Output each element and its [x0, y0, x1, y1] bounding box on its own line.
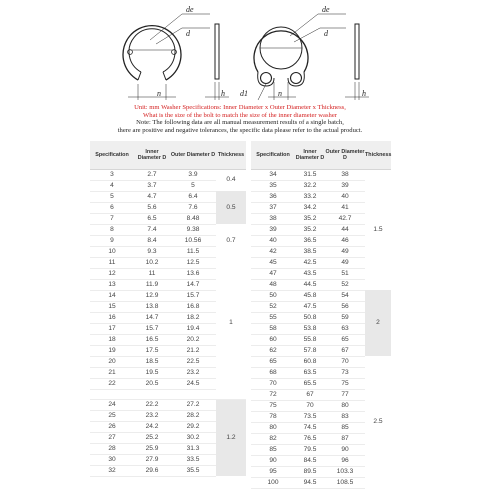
outer-diameter-cell: 15.7: [170, 290, 216, 301]
outer-diameter-cell: 41: [325, 202, 365, 213]
inner-diameter-cell: 33.2: [295, 191, 325, 202]
outer-diameter-cell: 63: [325, 323, 365, 334]
inner-diameter-cell: 34.2: [295, 202, 325, 213]
spec-cell: 10: [90, 246, 134, 257]
inner-diameter-cell: 53.8: [295, 323, 325, 334]
inner-diameter-cell: 7.4: [134, 224, 170, 235]
inner-diameter-cell: 29.6: [134, 465, 170, 476]
spec-cell: 24: [90, 399, 134, 410]
inner-diameter-cell: 32.2: [295, 180, 325, 191]
spec-cell: 39: [251, 224, 295, 235]
outer-diameter-cell: 7.6: [170, 202, 216, 213]
inner-diameter-cell: 73.5: [295, 411, 325, 422]
thickness-cell: 1.2: [216, 399, 246, 476]
spec-cell: 11: [90, 257, 134, 268]
table-row: [90, 169, 246, 180]
header-thickness: Thickness: [365, 141, 391, 169]
outer-diameter-cell: 96: [325, 455, 365, 466]
inner-diameter-cell: 19.5: [134, 367, 170, 378]
spec-cell: [90, 389, 134, 399]
outer-diameter-cell: 19.4: [170, 323, 216, 334]
spec-cell: 78: [251, 411, 295, 422]
outer-diameter-cell: 18.2: [170, 312, 216, 323]
header-specification: Specification: [90, 141, 134, 169]
spec-cell: 15: [90, 301, 134, 312]
thickness-cell: 2.5: [373, 418, 383, 425]
outer-diameter-cell: 13.6: [170, 268, 216, 279]
spec-cell: 13: [90, 279, 134, 290]
outer-diameter-cell: 80: [325, 400, 365, 411]
spec-cell: 26: [90, 421, 134, 432]
spec-cell: 30: [90, 454, 134, 465]
spec-table-left: [90, 141, 246, 477]
outer-diameter-cell: 40: [325, 191, 365, 202]
inner-diameter-cell: 27.9: [134, 454, 170, 465]
header-specification: Specification: [251, 141, 295, 169]
spec-cell: 82: [251, 433, 295, 444]
spec-cell: 47: [251, 268, 295, 279]
spec-cell: 14: [90, 290, 134, 301]
label-n-left: n: [157, 89, 161, 98]
thickness-cell: 1.5: [373, 225, 383, 233]
spec-cell: 37: [251, 202, 295, 213]
thickness-cell: [216, 389, 246, 399]
spec-cell: 22: [90, 378, 134, 389]
outer-diameter-cell: 65: [325, 334, 365, 345]
table-row: [251, 356, 391, 367]
table-row: [90, 389, 246, 399]
table-row: [90, 399, 246, 410]
outer-diameter-cell: 103.3: [325, 466, 365, 477]
inner-diameter-cell: 9.3: [134, 246, 170, 257]
inner-diameter-cell: 76.5: [295, 433, 325, 444]
label-d-left: d: [186, 29, 190, 38]
lug-hole-right: [291, 73, 302, 84]
inner-diameter-cell: 5.6: [134, 202, 170, 213]
spec-cell: 28: [90, 443, 134, 454]
spec-cell: 75: [251, 400, 295, 411]
outer-diameter-cell: 83: [325, 411, 365, 422]
outer-diameter-cell: 9.38: [170, 224, 216, 235]
outer-diameter-cell: 90: [325, 444, 365, 455]
spec-cell: 52: [251, 301, 295, 312]
spec-cell: 17: [90, 323, 134, 334]
inner-diameter-cell: 36.5: [295, 235, 325, 246]
inner-diameter-cell: 60.8: [295, 356, 325, 367]
outer-diameter-cell: 39: [325, 180, 365, 191]
spec-cell: 25: [90, 410, 134, 421]
measurement-note: Note: The following data are all manual measurement results of a single batch,: [136, 119, 344, 127]
outer-diameter-cell: 11.5: [170, 246, 216, 257]
spec-cell: 72: [251, 389, 295, 400]
inner-diameter-cell: 20.5: [134, 378, 170, 389]
inner-diameter-cell: 42.5: [295, 257, 325, 268]
inner-diameter-cell: 22.2: [134, 399, 170, 410]
inner-diameter-cell: 63.5: [295, 367, 325, 378]
spec-cell: 16: [90, 312, 134, 323]
outer-diameter-cell: 42.7: [325, 213, 365, 224]
outer-diameter-cell: 20.2: [170, 334, 216, 345]
outer-diameter-cell: 67: [325, 345, 365, 356]
header-inner-diameter: Inner Diameter D: [295, 141, 325, 169]
table-row: [90, 191, 246, 202]
bolt-match-note: What is the size of the bolt to match the size of the inner diameter washer: [143, 111, 337, 119]
outer-diameter-cell: 59: [325, 312, 365, 323]
outer-diameter-cell: 31.3: [170, 443, 216, 454]
inner-diameter-cell: 8.4: [134, 235, 170, 246]
outer-diameter-cell: 23.2: [170, 367, 216, 378]
spec-cell: 32: [90, 465, 134, 476]
spec-cell: 4: [90, 180, 134, 191]
header-inner-diameter: Inner Diameter D: [134, 141, 170, 169]
outer-diameter-cell: 14.7: [170, 279, 216, 290]
outer-diameter-cell: 56: [325, 301, 365, 312]
washer-diagram: [0, 0, 480, 102]
spec-cell: 5: [90, 191, 134, 202]
spec-cell: 6: [90, 202, 134, 213]
outer-diameter-cell: [170, 389, 216, 399]
spec-table-right: [251, 141, 391, 489]
circlip-inner-left: [129, 29, 175, 72]
spec-cell: 48: [251, 279, 295, 290]
outer-diameter-cell: 46: [325, 235, 365, 246]
spec-cell: 95: [251, 466, 295, 477]
unit-note: Unit: mm Washer Specifications: Inner Diameter x Outer Diameter x Thickness,: [134, 104, 346, 111]
table-header: [251, 141, 391, 169]
inner-diameter-cell: 70: [295, 400, 325, 411]
outer-diameter-cell: 33.5: [170, 454, 216, 465]
spec-cell: 27: [90, 432, 134, 443]
inner-diameter-cell: 10.2: [134, 257, 170, 268]
outer-diameter-cell: 24.5: [170, 378, 216, 389]
table-row: [251, 169, 391, 180]
outer-diameter-cell: 70: [325, 356, 365, 367]
outer-diameter-cell: 5: [170, 180, 216, 191]
thickness-cell: 0.4: [226, 176, 236, 184]
inner-diameter-cell: 74.5: [295, 422, 325, 433]
label-h-left: h: [221, 89, 225, 98]
header-thickness: Thickness: [216, 141, 246, 169]
spec-cell: 21: [90, 367, 134, 378]
spec-cell: 18: [90, 334, 134, 345]
tolerance-note: there are positive and negative tolerances, the specific data please refer to the actual product.: [117, 126, 363, 134]
spec-cell: 36: [251, 191, 295, 202]
inner-diameter-cell: 3.7: [134, 180, 170, 191]
header-outer-diameter: Outer Diameter D: [170, 141, 216, 169]
inner-diameter-cell: 35.2: [295, 224, 325, 235]
spec-cell: 68: [251, 367, 295, 378]
spec-cell: 90: [251, 455, 295, 466]
spec-cell: 55: [251, 312, 295, 323]
outer-diameter-cell: 29.2: [170, 421, 216, 432]
inner-diameter-cell: 89.5: [295, 466, 325, 477]
inner-diameter-cell: 44.5: [295, 279, 325, 290]
profile-right: [355, 24, 359, 79]
inner-diameter-cell: 25.9: [134, 443, 170, 454]
spec-cell: 40: [251, 235, 295, 246]
thickness-cell: 0.5: [216, 191, 246, 224]
spec-notes: [0, 104, 480, 134]
outer-diameter-cell: 73: [325, 367, 365, 378]
inner-diameter-cell: 12.9: [134, 290, 170, 301]
spec-cell: 35: [251, 180, 295, 191]
label-de-right: de: [322, 5, 330, 14]
spec-cell: 80: [251, 422, 295, 433]
inner-diameter-cell: 47.5: [295, 301, 325, 312]
outer-diameter-cell: 35.5: [170, 465, 216, 476]
spec-cell: 50: [251, 290, 295, 301]
outer-diameter-cell: 75: [325, 378, 365, 389]
circlip-outer-right: [254, 31, 308, 72]
spec-cell: 7: [90, 213, 134, 224]
inner-diameter-cell: [134, 389, 170, 399]
inner-diameter-cell: 6.5: [134, 213, 170, 224]
inner-diameter-cell: 57.8: [295, 345, 325, 356]
outer-diameter-cell: 27.2: [170, 399, 216, 410]
outer-diameter-cell: 108.5: [325, 477, 365, 488]
inner-diameter-cell: 18.5: [134, 356, 170, 367]
spec-cell: 3: [90, 169, 134, 180]
inner-diameter-cell: 55.8: [295, 334, 325, 345]
outer-diameter-cell: 49: [325, 257, 365, 268]
spec-cell: 34: [251, 169, 295, 180]
spec-cell: 65: [251, 356, 295, 367]
inner-diameter-cell: 2.7: [134, 169, 170, 180]
inner-diameter-cell: 79.5: [295, 444, 325, 455]
inner-diameter-cell: 45.8: [295, 290, 325, 301]
outer-diameter-cell: 44: [325, 224, 365, 235]
spec-cell: 70: [251, 378, 295, 389]
table-row: [90, 224, 246, 235]
label-n-right: n: [278, 89, 282, 98]
inner-diameter-cell: 17.5: [134, 345, 170, 356]
outer-diameter-cell: 28.2: [170, 410, 216, 421]
spec-cell: 42: [251, 246, 295, 257]
inner-diameter-cell: 50.8: [295, 312, 325, 323]
label-d-right: d: [324, 29, 328, 38]
outer-diameter-cell: 10.56: [170, 235, 216, 246]
outer-diameter-cell: 85: [325, 422, 365, 433]
inner-diameter-cell: 35.2: [295, 213, 325, 224]
header-outer-diameter: Outer Diameter D: [325, 141, 365, 169]
inner-diameter-cell: 94.5: [295, 477, 325, 488]
spec-cell: 45: [251, 257, 295, 268]
inner-diameter-cell: 13.8: [134, 301, 170, 312]
outer-diameter-cell: 87: [325, 433, 365, 444]
outer-diameter-cell: 30.2: [170, 432, 216, 443]
outer-diameter-cell: 77: [325, 389, 365, 400]
thickness-cell: 2: [365, 290, 391, 356]
outer-diameter-cell: 8.48: [170, 213, 216, 224]
inner-diameter-cell: 65.5: [295, 378, 325, 389]
label-d1-right: d1: [240, 89, 248, 98]
inner-diameter-cell: 38.5: [295, 246, 325, 257]
spec-cell: 9: [90, 235, 134, 246]
outer-diameter-cell: 22.5: [170, 356, 216, 367]
label-h-right: h: [362, 89, 366, 98]
inner-diameter-cell: 16.5: [134, 334, 170, 345]
inner-diameter-cell: 23.2: [134, 410, 170, 421]
spec-cell: 20: [90, 356, 134, 367]
outer-diameter-cell: 21.2: [170, 345, 216, 356]
outer-diameter-cell: 16.8: [170, 301, 216, 312]
inner-diameter-cell: 31.5: [295, 169, 325, 180]
outer-diameter-cell: 6.4: [170, 191, 216, 202]
spec-cell: 85: [251, 444, 295, 455]
outer-diameter-cell: 49: [325, 246, 365, 257]
inner-diameter-cell: 43.5: [295, 268, 325, 279]
outer-diameter-cell: 51: [325, 268, 365, 279]
spec-cell: 62: [251, 345, 295, 356]
inner-diameter-cell: 25.2: [134, 432, 170, 443]
spec-cell: 60: [251, 334, 295, 345]
spec-cell: 8: [90, 224, 134, 235]
outer-diameter-cell: 54: [325, 290, 365, 301]
inner-diameter-cell: 11.9: [134, 279, 170, 290]
inner-diameter-cell: 14.7: [134, 312, 170, 323]
inner-diameter-cell: 24.2: [134, 421, 170, 432]
label-de-left: de: [186, 5, 194, 14]
lug-hole-left: [261, 73, 272, 84]
spec-cell: 58: [251, 323, 295, 334]
outer-diameter-cell: 52: [325, 279, 365, 290]
thickness-cell: 1: [229, 319, 233, 326]
table-header: [90, 141, 246, 169]
inner-diameter-cell: 67: [295, 389, 325, 400]
table-row: [251, 290, 391, 301]
inner-diameter-cell: 15.7: [134, 323, 170, 334]
inner-diameter-cell: 11: [134, 268, 170, 279]
spec-cell: 19: [90, 345, 134, 356]
inner-diameter-cell: 4.7: [134, 191, 170, 202]
outer-diameter-cell: 12.5: [170, 257, 216, 268]
table-row: [90, 257, 246, 268]
outer-diameter-cell: 38: [325, 169, 365, 180]
inner-diameter-cell: 84.5: [295, 455, 325, 466]
thickness-cell: 0.7: [226, 236, 236, 244]
spec-cell: 12: [90, 268, 134, 279]
outer-diameter-cell: 3.9: [170, 169, 216, 180]
spec-cell: 100: [251, 477, 295, 488]
spec-cell: 38: [251, 213, 295, 224]
profile-left: [215, 24, 219, 79]
